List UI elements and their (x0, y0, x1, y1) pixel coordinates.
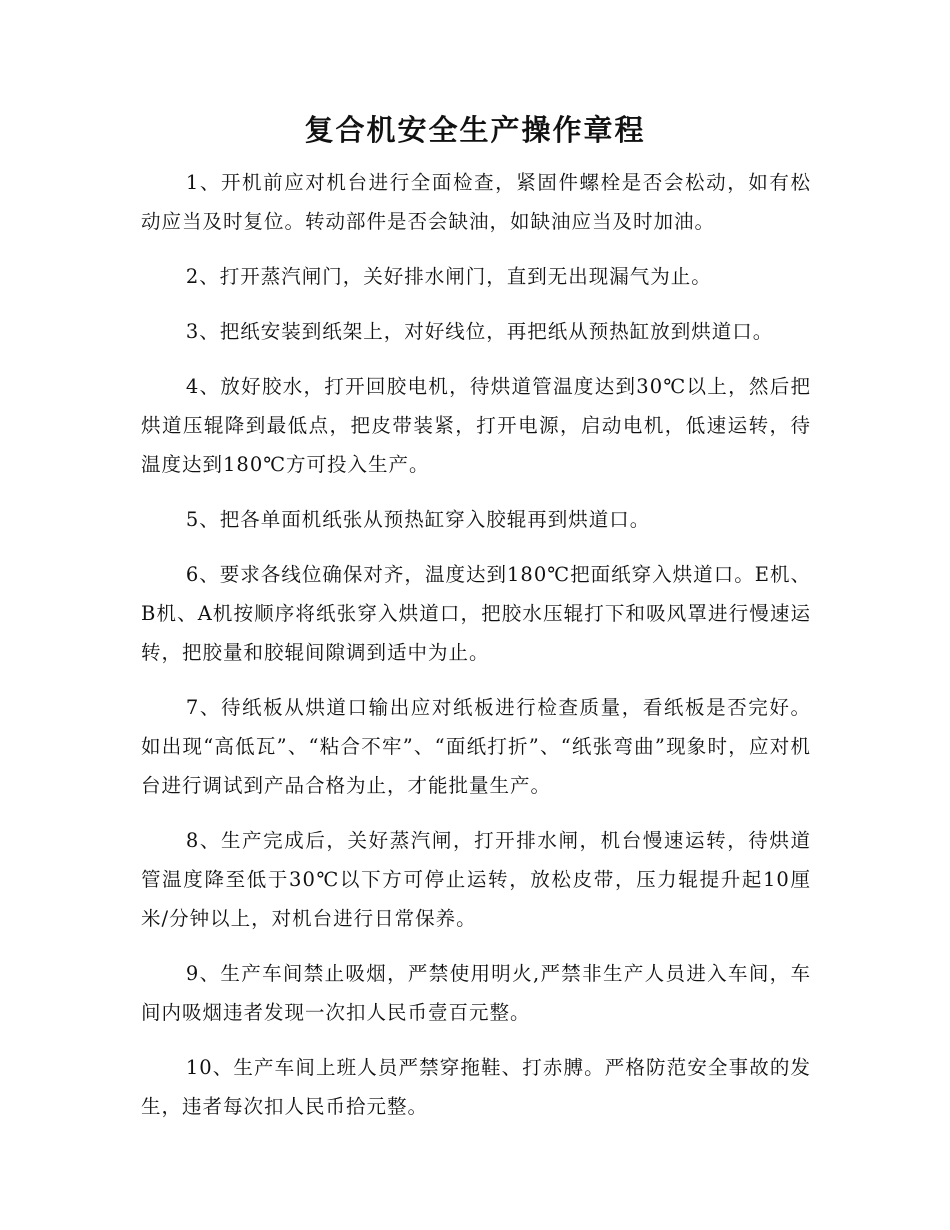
paragraph-7: 7、待纸板从烘道口输出应对纸板进行检查质量，看纸板是否完好。如出现“高低瓦”、“粘合不牢”、“面纸打折”、“纸张弯曲”现象时，应对机台进行调试到产品合格为止，才能批量生产。 (141, 696, 811, 797)
paragraph-10: 10、生产车间上班人员严禁穿拖鞋、打赤膊。严格防范安全事故的发生，违者每次扣人民币拾元整。 (141, 1056, 811, 1118)
paragraph-9: 9、生产车间禁止吸烟，严禁使用明火,严禁非生产人员进入车间，车间内吸烟违者发现一次扣人民币壹百元整。 (141, 962, 811, 1024)
page-title: 复合机安全生产操作章程 (304, 113, 646, 147)
paragraph-2: 2、打开蒸汽闸门，关好排水闸门，直到无出现漏气为止。 (185, 265, 712, 288)
paragraph-3: 3、把纸安装到纸架上，对好线位，再把纸从预热缸放到烘道口。 (185, 320, 774, 343)
paragraph-5: 5、把各单面机纸张从预热缸穿入胶辊再到烘道口。 (185, 508, 651, 531)
paragraph-4: 4、放好胶水，打开回胶电机，待烘道管温度达到30℃以上，然后把烘道压辊降到最低点，把皮带装紧，打开电源，启动电机，低速运转，待温度达到180℃方可投入生产。 (141, 375, 811, 476)
paragraph-1: 1、开机前应对机台进行全面检查，紧固件螺栓是否会松动，如有松动应当及时复位。转动部件是否会缺油，如缺油应当及时加油。 (141, 171, 811, 233)
paragraph-6: 6、要求各线位确保对齐，温度达到180℃把面纸穿入烘道口。E机、B机、A机按顺序将纸张穿入烘道口，把胶水压辊打下和吸风罩进行慢速运转，把胶量和胶辊间隙调到适中为止。 (141, 563, 811, 664)
paragraph-8: 8、生产完成后，关好蒸汽闸，打开排水闸，机台慢速运转，待烘道管温度降至低于30℃以下方可停止运转，放松皮带，压力辊提升起10厘米/分钟以上，对机台进行日常保养。 (141, 829, 811, 930)
document-body (141, 163, 811, 1142)
